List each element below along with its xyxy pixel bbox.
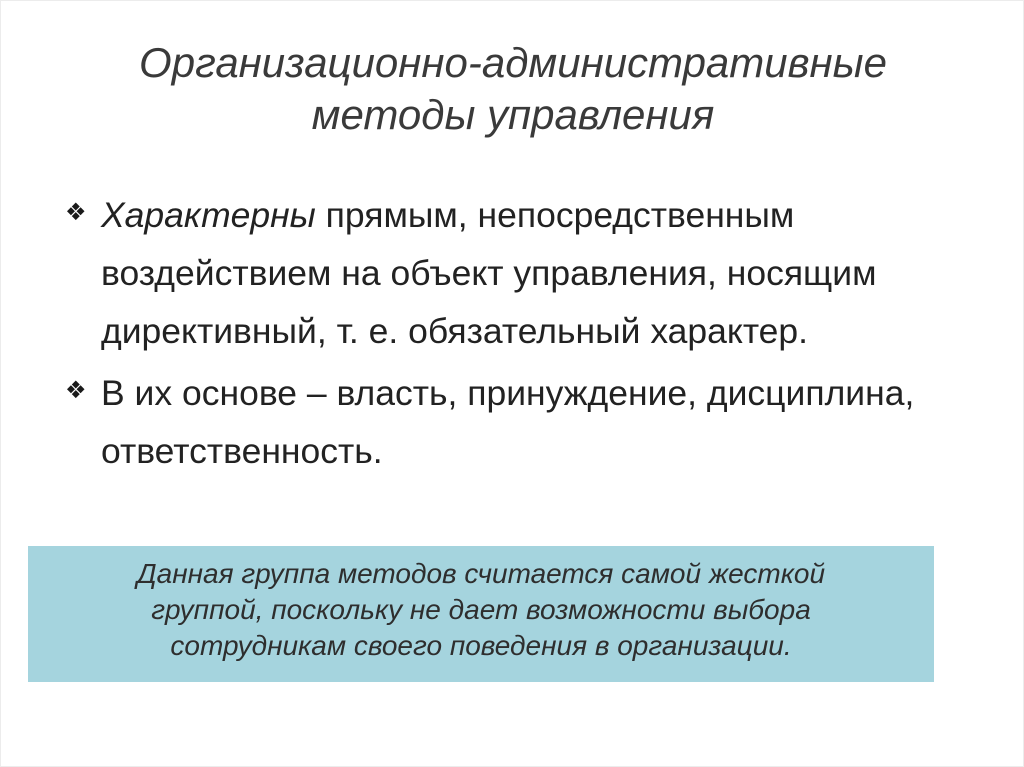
note-line-2: группой, поскольку не дает возможности выбора xyxy=(151,594,811,625)
note-line-3: сотрудникам своего поведения в организации. xyxy=(170,630,792,661)
bullet-list xyxy=(63,186,963,484)
title-line-2: методы управления xyxy=(311,91,715,138)
slide-title xyxy=(1,37,1024,141)
bullet-item xyxy=(63,364,963,480)
title-line-1: Организационно-административные xyxy=(139,39,887,86)
bullet-emphasis: Характерны xyxy=(101,195,316,235)
diamond-bullet-icon: ❖ xyxy=(65,198,87,226)
bullet-text: прямым, непосредственным воздействием на объект управления, носящим директивный, т. е. обязательный характер. xyxy=(101,195,877,351)
diamond-bullet-icon: ❖ xyxy=(65,376,87,404)
bullet-text: В их основе – власть, принуждение, дисциплина, ответственность. xyxy=(101,373,915,471)
bullet-item xyxy=(63,186,963,360)
note-line-1: Данная группа методов считается самой жесткой xyxy=(136,558,826,589)
highlight-note-box xyxy=(28,546,934,682)
